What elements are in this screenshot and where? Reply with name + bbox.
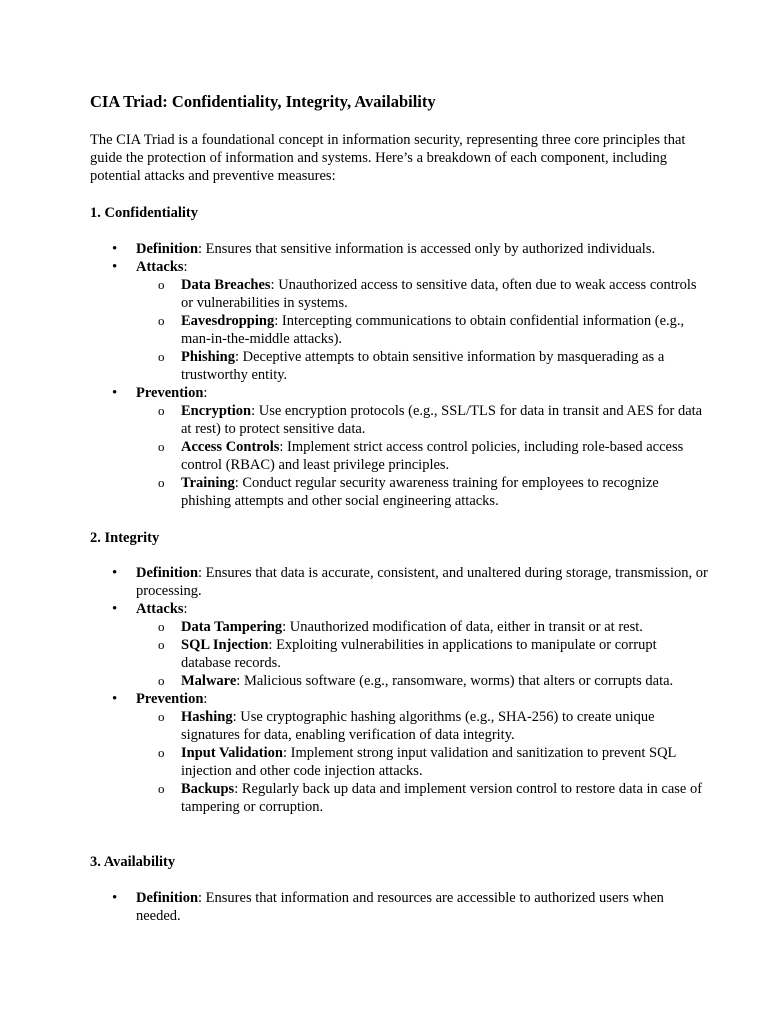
circle-bullet-icon [158, 780, 165, 798]
bullet-icon [112, 564, 117, 582]
item-text: : Implement strong input validation and sanitization to prevent SQL injection and other code injection attacks. [181, 745, 676, 779]
item-term: Phishing [181, 349, 235, 365]
circle-bullet-icon [158, 438, 165, 456]
confidentiality-list [90, 240, 710, 510]
item-text: : Implement strict access control policies, including role-based access control (RBAC) and least privilege principles. [181, 439, 684, 473]
circle-bullet-icon [158, 312, 165, 330]
item-text: : Exploiting vulnerabilities in applications to manipulate or corrupt database records. [181, 637, 657, 671]
circle-bullet-icon [158, 402, 165, 420]
sublist-item [90, 474, 710, 510]
item-term: Access Controls [181, 439, 280, 455]
item-text: : Use cryptographic hashing algorithms (e.g., SHA-256) to create unique signatures for data, enabling verification of data integrity. [181, 709, 655, 743]
sublist-item [90, 636, 710, 672]
section-heading-availability: 3. Availability [90, 854, 176, 870]
item-text: : Malicious software (e.g., ransomware, worms) that alters or corrupts data. [236, 673, 674, 689]
item-term: Encryption [181, 403, 252, 419]
definition-label: Definition [136, 565, 199, 581]
item-term: Input Validation [181, 745, 283, 761]
circle-bullet-icon [158, 636, 165, 654]
sublist-item [90, 438, 710, 474]
circle-bullet-icon [158, 672, 165, 690]
item-term: Training [181, 475, 235, 491]
intro-paragraph: The CIA Triad is a foundational concept in information security, representing three core principles that guide the protection of information and systems. Here’s a breakdown of each component, including potential attacks and preventive measures: [90, 132, 686, 184]
bullet-icon [112, 258, 117, 276]
section-heading-integrity: 2. Integrity [90, 530, 160, 546]
list-item-prevention [90, 384, 710, 510]
definition-text: : Ensures that data is accurate, consistent, and unaltered during storage, transmission, or processing. [136, 565, 708, 599]
sublist-item [90, 348, 710, 384]
circle-bullet-icon [158, 474, 165, 492]
item-term: SQL Injection [181, 637, 269, 653]
sublist-item [90, 672, 710, 690]
item-text: : Use encryption protocols (e.g., SSL/TLS for data in transit and AES for data at rest) to protect sensitive data. [181, 403, 703, 437]
section-heading-confidentiality: 1. Confidentiality [90, 205, 198, 221]
definition-text: : Ensures that information and resources are accessible to authorized users when needed. [136, 890, 664, 924]
availability-list [90, 889, 710, 925]
list-item-definition [90, 564, 710, 600]
sublist-item [90, 780, 710, 816]
prevention-sublist [136, 708, 710, 816]
list-item-definition [90, 889, 710, 925]
item-term: Data Tampering [181, 619, 283, 635]
item-text: : Conduct regular security awareness training for employees to recognize phishing attempts and other social engineering attacks. [181, 475, 659, 509]
item-text: : Regularly back up data and implement version control to restore data in case of tampering or corruption. [181, 781, 703, 815]
attacks-sublist [136, 618, 710, 690]
list-item-attacks [90, 258, 710, 384]
item-term: Data Breaches [181, 277, 271, 293]
prevention-label: Prevention [136, 385, 204, 401]
circle-bullet-icon [158, 744, 165, 762]
bullet-icon [112, 384, 117, 402]
prevention-sublist [136, 402, 710, 510]
attacks-sublist [136, 276, 710, 384]
sublist-item [90, 708, 710, 744]
sublist-item [90, 312, 710, 348]
item-text: : Intercepting communications to obtain confidential information (e.g., man-in-the-middle attacks). [181, 313, 685, 347]
prevention-label: Prevention [136, 691, 204, 707]
attacks-label: Attacks [136, 601, 184, 617]
sublist-item [90, 276, 710, 312]
definition-label: Definition [136, 890, 199, 906]
circle-bullet-icon [158, 708, 165, 726]
attacks-colon: : [183, 259, 188, 275]
prevention-colon: : [203, 691, 208, 707]
page-title: CIA Triad: Confidentiality, Integrity, Availability [90, 92, 436, 111]
sublist-item [90, 618, 710, 636]
definition-text: : Ensures that sensitive information is accessed only by authorized individuals. [198, 241, 656, 257]
bullet-icon [112, 600, 117, 618]
bullet-icon [112, 240, 117, 258]
prevention-colon: : [203, 385, 208, 401]
item-text: : Deceptive attempts to obtain sensitive information by masquerading as a trustworthy entity. [181, 349, 665, 383]
item-term: Malware [181, 673, 237, 689]
item-text: : Unauthorized access to sensitive data, often due to weak access controls or vulnerabilities in systems. [181, 277, 697, 311]
sublist-item [90, 744, 710, 780]
attacks-colon: : [183, 601, 188, 617]
item-term: Backups [181, 781, 235, 797]
circle-bullet-icon [158, 276, 165, 294]
bullet-icon [112, 690, 117, 708]
list-item-attacks [90, 600, 710, 690]
attacks-label: Attacks [136, 259, 184, 275]
list-item-definition [90, 240, 710, 258]
definition-label: Definition [136, 241, 199, 257]
list-item-prevention [90, 690, 710, 816]
sublist-item [90, 402, 710, 438]
item-term: Hashing [181, 709, 233, 725]
circle-bullet-icon [158, 618, 165, 636]
integrity-list [90, 564, 710, 816]
item-term: Eavesdropping [181, 313, 275, 329]
circle-bullet-icon [158, 348, 165, 366]
item-text: : Unauthorized modification of data, either in transit or at rest. [282, 619, 643, 635]
bullet-icon [112, 889, 117, 907]
